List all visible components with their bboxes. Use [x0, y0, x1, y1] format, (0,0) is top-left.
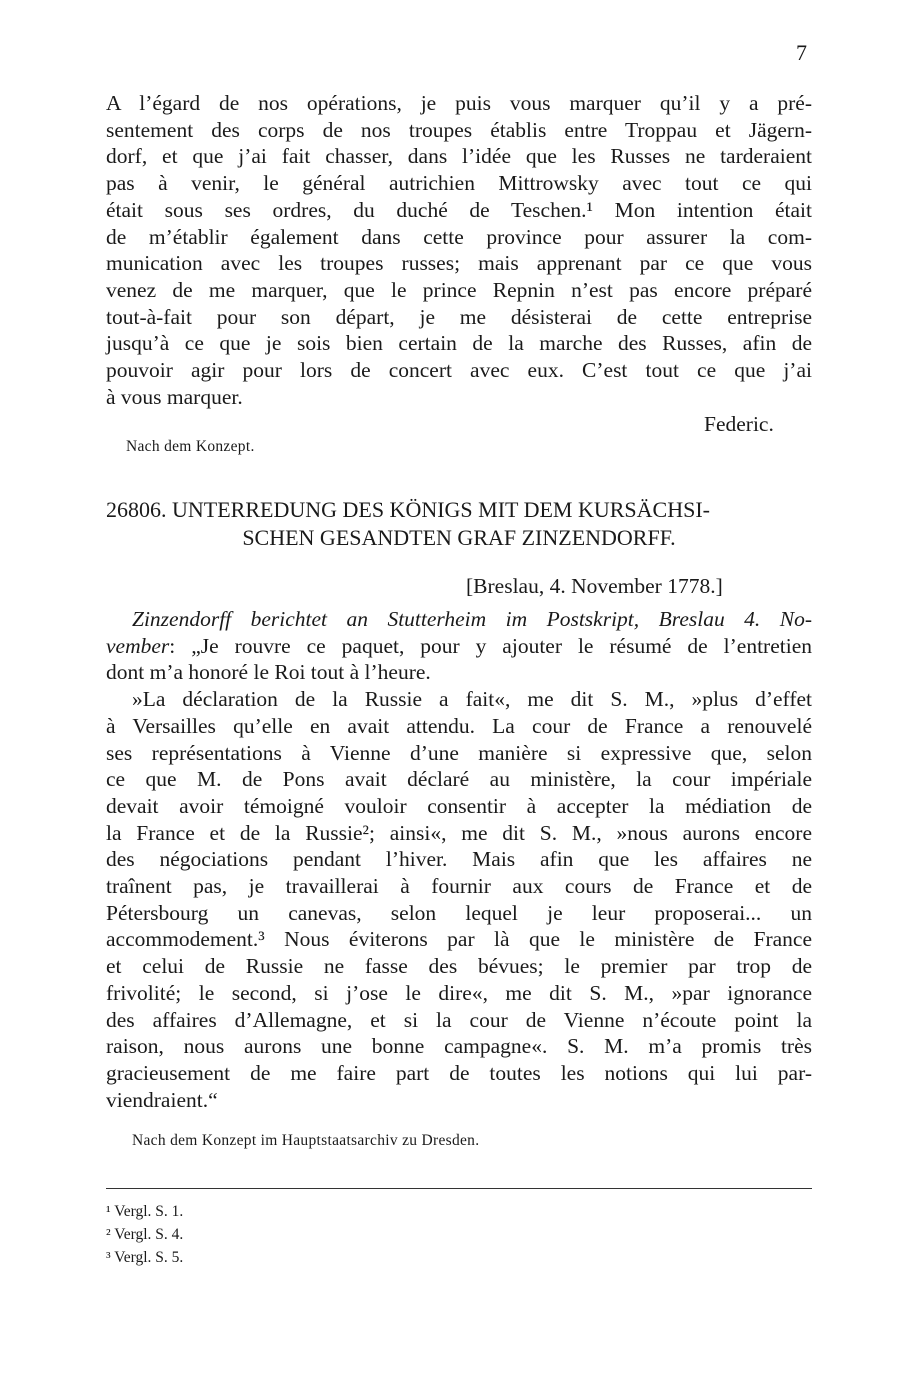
footnotes [106, 1200, 183, 1269]
footnote: ³ Vergl. S. 5. [106, 1249, 184, 1266]
heading-line: SCHEN GESANDTEN GRAF ZINZENDORFF. [242, 525, 676, 550]
text-line: gracieusement de me faire part de toutes les notions qui lui par- [106, 1060, 812, 1085]
text-line: Pétersbourg un canevas, selon lequel je leur proposerai... un [106, 900, 812, 925]
text-line: traînent pas, je travaillerai à fournir aux cours de France et de [106, 874, 812, 899]
text-line: et celui de Russie ne fasse des bévues; le premier par trop de [106, 954, 812, 979]
text-line: ses représentations à Vienne d’une manière si expressive que, selon [106, 740, 812, 765]
intro-italic: vember [106, 633, 170, 658]
source-note: Nach dem Konzept im Hauptstaatsarchiv zu Dresden. [132, 1132, 480, 1149]
intro-line [106, 606, 812, 633]
text-line: tout-à-fait pour son départ, je me désisterai de cette entreprise [106, 304, 812, 329]
section-text [106, 606, 812, 1113]
heading-line: 26806. UNTERREDUNG DES KÖNIGS MIT DEM KURSÄCHSI- [106, 497, 711, 522]
text-line: sentement des corps de nos troupes établis entre Troppau et Jägern- [106, 117, 812, 142]
text-line: accommodement.³ Nous éviterons par là que le ministère de France [106, 927, 812, 952]
date-line: [Breslau, 4. November 1778.] [466, 574, 723, 598]
text-line: frivolité; le second, si j’ose le dire«, me dit S. M., »par ignorance [106, 980, 812, 1005]
letter-text [106, 90, 812, 410]
intro-italic: Zinzendorff berichtet an Stutterheim im Postskript, Breslau 4. No- [132, 607, 812, 631]
text-line: pouvoir agir pour lors de concert avec eux. C’est tout ce que j’ai [106, 358, 812, 383]
text-line: raison, nous aurons une bonne campagne«. S. M. m’a promis très [106, 1034, 812, 1059]
section-heading [106, 496, 812, 552]
text-line: était sous ses ordres, du duché de Teschen.¹ Mon intention était [106, 197, 812, 222]
text-line: venez de me marquer, que le prince Repnin n’est pas encore préparé [106, 277, 812, 302]
text-line: munication avec les troupes russes; mais apprenant par ce que vous [106, 251, 812, 276]
signature: Federic. [704, 412, 774, 436]
text-line: devait avoir témoigné vouloir consentir à accepter la médiation de [106, 793, 812, 818]
text-line: la France et de la Russie²; ainsi«, me dit S. M., »nous aurons encore [106, 820, 812, 845]
footnote: ¹ Vergl. S. 1. [106, 1203, 184, 1220]
page-number: 7 [796, 40, 807, 65]
text-line: des négociations pendant l’hiver. Mais afin que les affaires ne [106, 847, 812, 872]
source-note: Nach dem Konzept. [126, 438, 255, 455]
intro-line [106, 633, 812, 660]
text-line: des affaires d’Allemagne, et si la cour de Vienne n’écoute point la [106, 1007, 812, 1032]
text-line: dorf, et que j’ai fait chasser, dans l’idée que les Russes ne tarderaient [106, 144, 812, 169]
intro-text: : „Je rouvre ce paquet, pour y ajouter le résumé de l’entretien [169, 633, 812, 658]
text-line: pas à venir, le général autrichien Mittrowsky avec tout ce qui [106, 171, 812, 196]
intro-line: dont m’a honoré le Roi tout à l’heure. [106, 660, 431, 685]
footnote: ² Vergl. S. 4. [106, 1226, 184, 1243]
text-line: ce que M. de Pons avait déclaré au ministère, la cour impériale [106, 767, 812, 792]
text-line: »La déclaration de la Russie a fait«, me dit S. M., »plus d’effet [132, 687, 812, 712]
text-line: à vous marquer. [106, 384, 243, 409]
text-line: de m’établir également dans cette province pour assurer la com- [106, 224, 812, 249]
text-line: A l’égard de nos opérations, je puis vous marquer qu’il y a pré- [106, 91, 812, 115]
text-line: viendraient.“ [106, 1087, 218, 1112]
footnote-rule [106, 1188, 812, 1189]
text-line: à Versailles qu’elle en avait attendu. La cour de France a renouvelé [106, 713, 812, 738]
text-line: jusqu’à ce que je sois bien certain de la marche des Russes, afin de [106, 331, 812, 356]
